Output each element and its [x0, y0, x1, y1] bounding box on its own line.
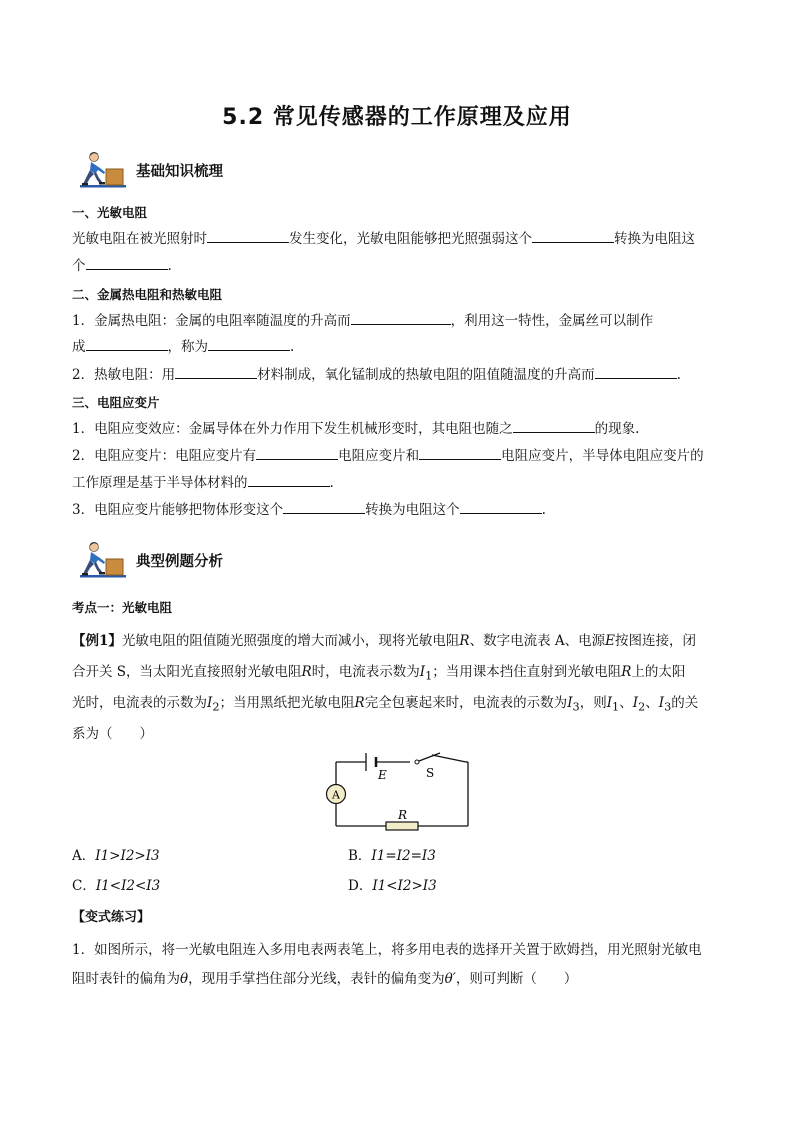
text: I	[207, 695, 213, 711]
switch-label: S	[426, 766, 435, 780]
text: 2．热敏电阻：用	[72, 367, 176, 383]
text: 2．电阻应变片：电阻应变片有	[72, 448, 257, 464]
section-label: 典型例题分析	[136, 553, 223, 570]
text: 时，电流表示数为	[311, 664, 420, 680]
text: ，则可判断（ ）	[455, 971, 578, 987]
option-letter: C．	[72, 878, 96, 894]
text: ；当用黑纸把光敏电阻	[219, 695, 355, 711]
fill-blank[interactable]	[351, 310, 451, 325]
fill-blank[interactable]	[256, 445, 338, 460]
text: 完全包裹起来时，电流表的示数为	[364, 695, 568, 711]
text: 1	[612, 700, 620, 714]
text: 工作原理是基于半导体材料的	[72, 475, 248, 491]
text: 转换为电阻这个	[365, 502, 460, 518]
text: R	[354, 695, 365, 711]
paragraph-line	[72, 334, 722, 360]
option-letter: D．	[348, 878, 373, 894]
text: I	[567, 695, 573, 711]
option-letter: B．	[348, 848, 372, 864]
text: .	[329, 475, 334, 491]
text: .	[290, 339, 295, 355]
section-label: 基础知识梳理	[136, 163, 223, 180]
text: 1．电阻应变效应：金属导体在外力作用下发生机械形变时，其电阻也随之	[72, 421, 513, 437]
paragraph-line: 1．如图所示，将一光敏电阻连入多用电表两表笔上，将多用电表的选择开关置于欧姆挡，用光照射光敏电	[72, 942, 702, 958]
fill-blank[interactable]	[283, 499, 365, 514]
text: 光敏电阻在被光照射时	[72, 231, 207, 247]
text: ，称为	[167, 339, 208, 355]
boy-pushing-box-icon	[80, 150, 128, 190]
text: 合开关 S，当太阳光直接照射光敏电阻	[72, 664, 302, 680]
text: 电阻应变片，半导体电阻应变片的	[501, 448, 704, 464]
switch-contact	[415, 760, 419, 764]
text: 3	[664, 700, 672, 714]
heading-topic-1: 考点一：光敏电阻	[72, 600, 173, 615]
text: 1．金属热电阻：金属的电阻率随温度的升高而	[72, 313, 351, 329]
fill-blank[interactable]	[86, 255, 168, 270]
paragraph-line	[72, 966, 722, 992]
text: 材料制成，氧化锰制成的热敏电阻的阻值随温度的升高而	[257, 367, 595, 383]
heading-strain-gauge: 三、电阻应变片	[72, 395, 160, 410]
option-letter: A．	[72, 848, 96, 864]
paragraph-line	[72, 253, 722, 279]
text: E	[605, 633, 615, 649]
text: 2	[638, 700, 646, 714]
paragraph-line	[72, 443, 722, 469]
text: 光时，电流表的示数为	[72, 695, 207, 711]
text: 、数字电流表 A、电源	[469, 633, 606, 649]
text: 成	[72, 339, 86, 355]
text: 阻时表针的偏角为	[72, 971, 180, 987]
text: 3．电阻应变片能够把物体形变这个	[72, 502, 284, 518]
text: ，利用这一特性，金属丝可以制作	[450, 313, 654, 329]
text: 按图连接，闭	[614, 633, 696, 649]
text: 转换为电阻这	[614, 231, 695, 247]
text: 光敏电阻的阻值随光照强度的增大而减小，现将光敏电阻	[121, 633, 460, 649]
option-a[interactable]	[72, 844, 160, 864]
text: I	[658, 695, 665, 711]
fill-blank[interactable]	[175, 364, 257, 379]
fill-blank[interactable]	[86, 336, 168, 351]
text: I	[632, 695, 639, 711]
circuit-diagram	[322, 750, 472, 832]
option-c[interactable]	[72, 874, 160, 894]
fill-blank[interactable]	[207, 228, 289, 243]
heading-photoresistor: 一、光敏电阻	[72, 205, 148, 220]
option-text: I1=I2=I3	[371, 848, 436, 864]
text: R	[459, 633, 470, 649]
text: ，则	[579, 695, 607, 711]
battery-label: E	[378, 768, 387, 782]
text: 3	[572, 700, 580, 714]
text: 上的太阳	[631, 664, 686, 680]
fill-blank[interactable]	[595, 364, 677, 379]
text: .	[167, 258, 172, 274]
paragraph-line	[72, 416, 722, 442]
text: 的关	[671, 695, 699, 711]
paragraph-line	[72, 362, 722, 388]
paragraph-line	[72, 628, 722, 654]
fill-blank[interactable]	[460, 499, 542, 514]
paragraph-line	[72, 470, 722, 496]
text: .	[541, 502, 546, 518]
page-title: 5.2 常见传感器的工作原理及应用	[222, 105, 572, 130]
fill-blank[interactable]	[248, 472, 330, 487]
option-text: I1<I2<I3	[95, 878, 161, 894]
option-d[interactable]	[348, 874, 437, 894]
text: 的现象.	[594, 421, 640, 437]
paragraph-line	[72, 226, 722, 252]
ammeter-label: A	[332, 788, 340, 802]
text: 1	[425, 669, 433, 683]
text: 电阻应变片和	[338, 448, 420, 464]
paragraph-line	[72, 690, 722, 721]
paragraph-line	[72, 497, 722, 523]
resistor	[386, 822, 418, 830]
text: 、	[619, 695, 633, 711]
section-header-examples	[80, 540, 223, 580]
paragraph-line	[72, 308, 722, 334]
fill-blank[interactable]	[419, 445, 501, 460]
text: ；当用课本挡住直射到光敏电阻	[432, 664, 622, 680]
text: 、	[645, 695, 659, 711]
option-b[interactable]	[348, 844, 436, 864]
fill-blank[interactable]	[532, 228, 614, 243]
paragraph-line	[72, 659, 722, 690]
text: I	[606, 695, 613, 711]
option-text: I1<I2>I3	[372, 878, 437, 894]
text: 2	[212, 700, 220, 714]
text: θ′	[444, 971, 456, 987]
example-tag: 【例1】	[72, 633, 122, 649]
text: ，现用手掌挡住部分光线，表针的偏角变为	[188, 971, 445, 987]
option-text: I1>I2>I3	[95, 848, 160, 864]
text: θ	[180, 971, 189, 987]
fill-blank[interactable]	[513, 418, 595, 433]
text: R	[621, 664, 632, 680]
text: .	[676, 367, 681, 383]
boy-pushing-box-icon	[80, 540, 128, 580]
fill-blank[interactable]	[208, 336, 290, 351]
switch-lever	[419, 753, 440, 761]
text: I	[419, 664, 426, 680]
text: R	[301, 664, 312, 680]
resistor-label: R	[398, 808, 408, 822]
text: 发生变化，光敏电阻能够把光照强弱这个	[289, 231, 532, 247]
paragraph-line: 系为（ ）	[72, 726, 153, 742]
heading-practice: 【变式练习】	[72, 910, 151, 925]
section-header-basics	[80, 150, 223, 190]
heading-thermistor: 二、金属热电阻和热敏电阻	[72, 287, 223, 302]
text: 个	[72, 258, 86, 274]
